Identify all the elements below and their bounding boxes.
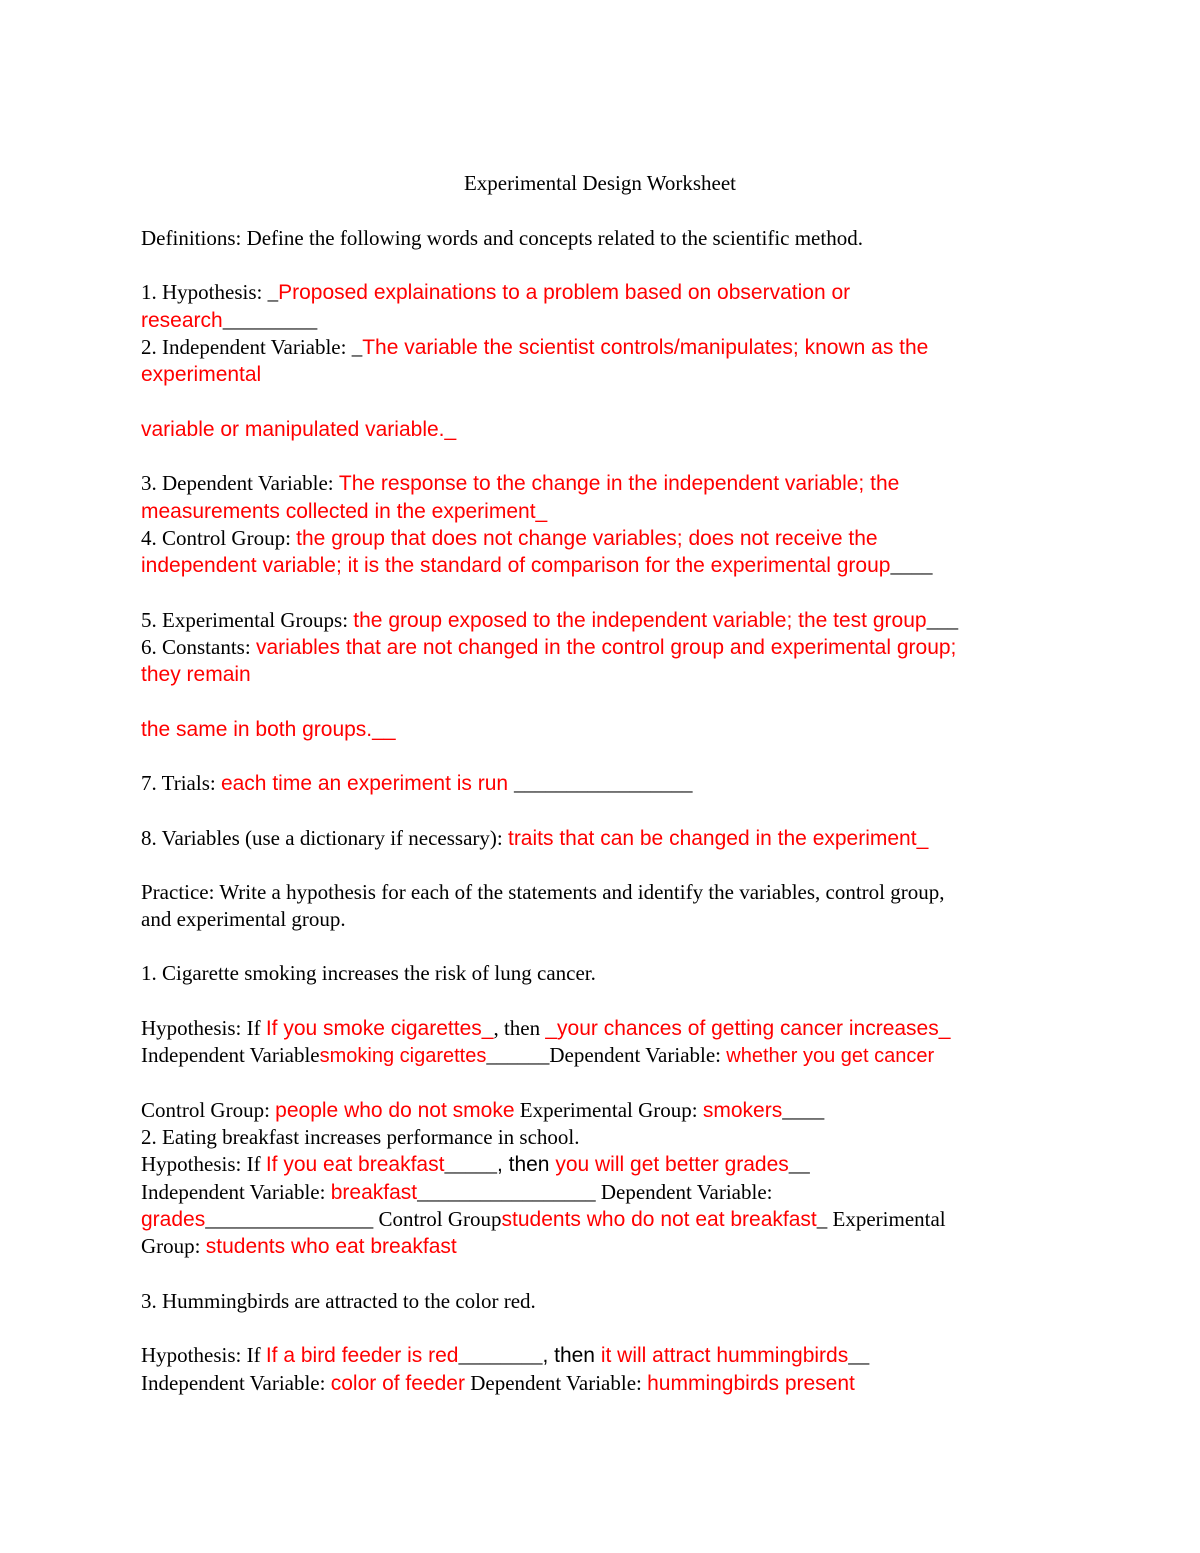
def-independent-variable xyxy=(141,334,928,361)
then-label: , then xyxy=(496,1153,556,1176)
practice-2-variables xyxy=(141,1179,773,1206)
practice-1-groups xyxy=(141,1097,824,1124)
def-label: 8. Variables (use a dictionary if necessary): xyxy=(141,826,508,850)
answer-blank: _________________ xyxy=(513,771,693,795)
cg-label: Control Group: xyxy=(141,1098,276,1122)
hypothesis-if-answer: If you eat breakfast xyxy=(265,1153,445,1176)
def-constants-cont2 xyxy=(141,716,396,743)
def-answer: independent variable; it is the standard of comparison for the experimental group xyxy=(141,554,891,577)
hypothesis-then-answer: it will attract hummingbirds xyxy=(600,1344,849,1367)
hypothesis-label: Hypothesis: If xyxy=(141,1343,266,1367)
answer-blank: ___ xyxy=(926,608,959,632)
def-label: 2. Independent Variable: _ xyxy=(141,335,363,359)
answer-blank: ____ xyxy=(890,553,933,577)
eg-label: _ Experimental xyxy=(816,1207,946,1231)
def-label: 1. Hypothesis: _ xyxy=(141,280,279,304)
def-answer: the group exposed to the independent variable; the test group xyxy=(353,609,927,632)
def-label: 6. Constants: xyxy=(141,635,256,659)
def-answer: variable or manipulated variable._ xyxy=(141,418,457,441)
practice-1-hypothesis xyxy=(141,1015,950,1042)
def-dependent-variable-cont xyxy=(141,498,547,525)
iv-label: Independent Variable xyxy=(141,1043,320,1067)
dv-label: Dependent Variable: xyxy=(464,1371,648,1395)
practice-intro-cont: and experimental group. xyxy=(141,907,346,931)
def-variables xyxy=(141,825,928,852)
practice-2-hypothesis xyxy=(141,1151,810,1178)
answer-blank: __ xyxy=(848,1343,870,1367)
def-answer: experimental xyxy=(141,363,262,386)
cg-label: Control Group xyxy=(373,1207,502,1231)
def-independent-variable-cont xyxy=(141,361,261,388)
eg-answer: smokers xyxy=(702,1099,783,1122)
def-hypothesis xyxy=(141,279,850,306)
iv-label: Independent Variable: xyxy=(141,1371,331,1395)
answer-blank: ________________ xyxy=(205,1207,374,1231)
def-independent-variable-cont2 xyxy=(141,416,456,443)
practice-3-variables xyxy=(141,1370,855,1397)
def-dependent-variable xyxy=(141,470,899,497)
hypothesis-if-answer: If a bird feeder is red xyxy=(265,1344,459,1367)
dv-answer: grades xyxy=(141,1208,206,1231)
practice-2-variables-cont xyxy=(141,1206,946,1233)
eg-label: Experimental Group: xyxy=(514,1098,703,1122)
hypothesis-if-answer: If you smoke cigarettes_ xyxy=(265,1017,494,1040)
dv-label: Dependent Variable: xyxy=(549,1043,727,1067)
def-answer: variables that are not changed in the control group and experimental group; xyxy=(255,636,957,659)
definitions-intro: Definitions: Define the following words and concepts related to the scientific method. xyxy=(141,226,863,250)
practice-3-hypothesis xyxy=(141,1342,869,1369)
def-trials xyxy=(141,770,692,797)
def-answer: The variable the scientist controls/manipulates; known as the xyxy=(362,336,929,359)
def-label: 5. Experimental Groups: xyxy=(141,608,354,632)
def-hypothesis-cont xyxy=(141,307,317,334)
def-answer: they remain xyxy=(141,663,251,686)
def-constants-cont xyxy=(141,661,251,688)
def-control-group xyxy=(141,525,878,552)
dv-answer: hummingbirds present xyxy=(647,1372,855,1395)
iv-answer: color of feeder xyxy=(330,1372,465,1395)
answer-blank: _____ xyxy=(444,1152,497,1176)
def-constants xyxy=(141,634,956,661)
practice-1-variables xyxy=(141,1042,934,1069)
def-label: 4. Control Group: xyxy=(141,526,297,550)
def-answer: traits that can be changed in the experiment_ xyxy=(507,827,929,850)
practice-statement-1: 1. Cigarette smoking increases the risk of lung cancer. xyxy=(141,961,596,985)
hypothesis-then-answer: _your chances of getting cancer increases_ xyxy=(545,1017,951,1040)
answer-blank: _________________ xyxy=(417,1180,596,1204)
answer-blank: __ xyxy=(788,1152,810,1176)
eg-label: Group: xyxy=(141,1234,206,1258)
then-label: , then xyxy=(493,1016,546,1040)
hypothesis-label: Hypothesis: If xyxy=(141,1152,266,1176)
practice-statement-3: 3. Hummingbirds are attracted to the color red. xyxy=(141,1289,536,1313)
answer-blank: ____ xyxy=(782,1098,825,1122)
iv-label: Independent Variable: xyxy=(141,1180,331,1204)
cg-answer: people who do not smoke xyxy=(275,1099,515,1122)
cg-answer: students who do not eat breakfast xyxy=(501,1208,817,1231)
def-label: 7. Trials: xyxy=(141,771,221,795)
def-answer: Proposed explainations to a problem based on observation or xyxy=(278,281,851,304)
practice-2-groups xyxy=(141,1233,457,1260)
hypothesis-then-answer: you will get better grades xyxy=(555,1153,789,1176)
def-answer: measurements collected in the experiment_ xyxy=(141,500,548,523)
def-experimental-groups xyxy=(141,607,958,634)
answer-blank: _________ xyxy=(222,308,318,332)
def-answer: the same in both groups.__ xyxy=(141,718,396,741)
practice-intro: Practice: Write a hypothesis for each of the statements and identify the variables, control group, xyxy=(141,880,945,904)
eg-answer: students who eat breakfast xyxy=(205,1235,457,1258)
def-answer: The response to the change in the independent variable; the xyxy=(338,472,900,495)
def-label: 3. Dependent Variable: xyxy=(141,471,339,495)
answer-blank: ______ xyxy=(486,1043,550,1067)
iv-answer: breakfast xyxy=(330,1181,418,1204)
dv-answer: whether you get cancer xyxy=(726,1045,935,1067)
hypothesis-label: Hypothesis: If xyxy=(141,1016,266,1040)
practice-statement-2: 2. Eating breakfast increases performance in school. xyxy=(141,1125,580,1149)
def-answer: the group that does not change variables; does not receive the xyxy=(296,527,878,550)
iv-answer: smoking cigarettes xyxy=(319,1045,487,1067)
def-answer: each time an experiment is run xyxy=(220,772,514,795)
dv-label: Dependent Variable: xyxy=(595,1180,773,1204)
def-control-group-cont xyxy=(141,552,932,579)
then-label: , then xyxy=(542,1344,601,1367)
answer-blank: ________ xyxy=(458,1343,543,1367)
def-answer: research xyxy=(141,309,223,332)
page-title: Experimental Design Worksheet xyxy=(463,171,736,195)
